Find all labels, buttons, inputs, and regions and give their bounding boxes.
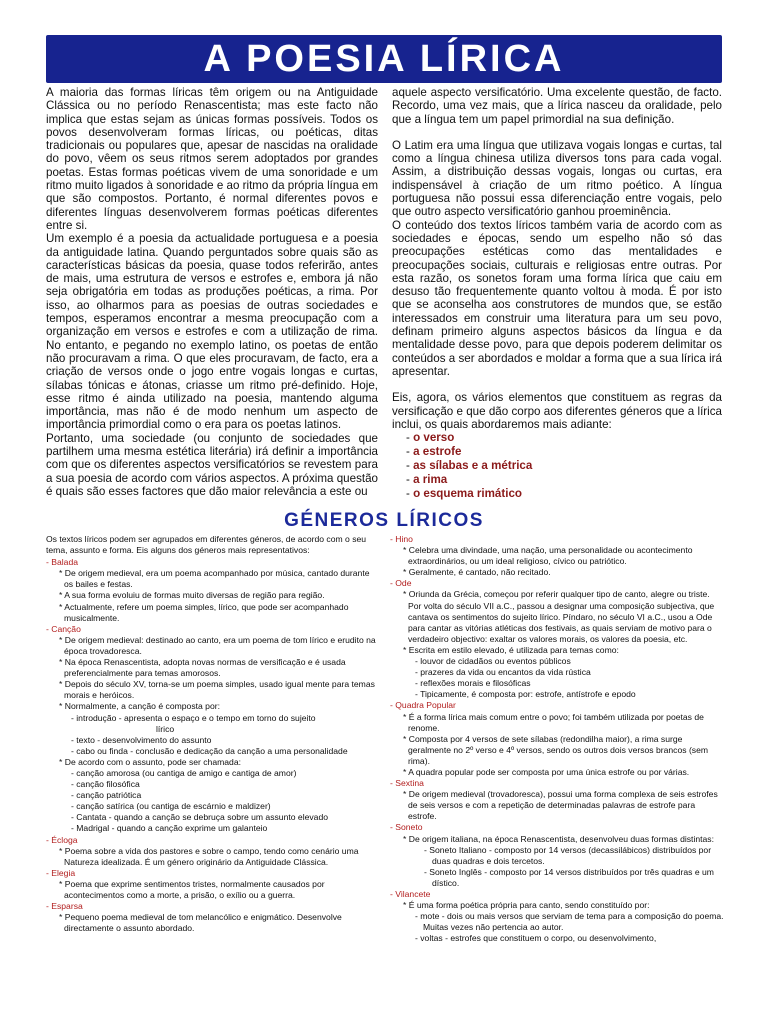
genre-line: * Normalmente, a canção é composta por: [59, 701, 220, 712]
genre-line: * De acordo com o assunto, pode ser chamada: [59, 756, 242, 767]
genre-line: - Soneto Inglês - composto por 14 versos distribuídos por três quadras e um dístico. [424, 866, 714, 888]
genres-left-column [46, 534, 378, 934]
genre-line: - canção satírica (ou cantiga de escárnio e maldizer) [71, 801, 271, 812]
genre-line: - Madrigal - quando a canção exprime um galanteio [71, 823, 268, 834]
genre-heading: - Hino [390, 534, 413, 544]
genre-heading: - Elegia [46, 867, 76, 878]
paragraph: Um exemplo é a poesia da actualidade portuguesa e a poesia da antiguidade latina. Quando perguntados sobre quais são as características básicas da poesia, quase todos referirão, antes de mais, uma estrutura de versos e estrofes e, embora já não seja obrigatória em todas as produções poéticas, a rima. Por isso, ao olharmos para as poesias de outras sociedades e tempos, esperamos encontrar a mesma preocupação com a organização em versos e estrofes e com a utilização de rima. No entanto, e pegando no exemplo latino, os poetas de então não procuravam a rima. O que eles procuravam, de facto, era a criação de versos onde o jogo entre vogais longas e curtas, sílabas tónicas e átonas, criasse um ritmo pré-definido. Hoje, esse ritmo é ainda utilizado na poesia, mantendo alguma importância, mas não é de modo nenhum um aspecto de importância primordial como o era para os poetas latinos. [46, 232, 378, 432]
genre-line: * É uma forma poética própria para canto, sendo constituído por: [403, 900, 650, 911]
paragraph: aquele aspecto versificatório. Uma excelente questão, de facto. Recordo, uma vez mais, que a lírica nasceu da oralidade, pelo que a língua tem um papel primordial na sua definição. [392, 86, 722, 126]
paragraph: O conteúdo dos textos líricos também varia de acordo com as sociedades e épocas, sendo um espelho não só das preocupações estéticas como das mentalidades e preocupações sociais, culturais e religiosas entre outras. Por esta razão, os sonetos foram uma forma lírica que caiu em desuso tão frequentemente quanto voltou à moda. É por isto que se aconselha aos construtores de mundos que, se estão interessados em construir uma literatura para um seu povo, definam primeiro alguns aspectos básicos da língua e da mentalidade desse povo, para que depois poderem delimitar os conteúdos a ser abordados e moldar a forma que a sua lírica irá apresentar. [392, 218, 722, 378]
genre-line: * Oriunda da Grécia, começou por referir qualquer tipo de canto, alegre ou triste. Por volta do século VII a.C., passou a designar uma composição subjectiva, que cantava os sentimentos do sujeito lírico. Píndaro, no século VI a.C., usou a Ode para cantar as vitórias atléticas dos festivais, as quais serviam de motivo para o verdadeiro objectivo: exaltar os valores morais, os valores da poesia, etc. [403, 589, 715, 644]
genre-line: * A sua forma evoluiu de formas muito diversas de região para região. [59, 590, 325, 601]
genre-line: - Tipicamente, é composta por: estrofe, antístrofe e epodo [415, 689, 636, 700]
genre-line: - mote - dois ou mais versos que serviam de tema para a composição do poema. Muitas vezes não pertencia ao autor. [415, 911, 724, 933]
genre-line: - louvor de cidadãos ou eventos públicos [415, 656, 571, 667]
elements-list [392, 431, 722, 501]
list-item: - o esquema rimático [406, 487, 522, 501]
genre-line: * Escrita em estilo elevado, é utilizada para temas como: [403, 644, 619, 655]
genre-line: * A quadra popular pode ser composta por uma única estrofe ou por várias. [403, 766, 690, 777]
intro-right-column [392, 86, 722, 501]
genre-heading: - Sextina [390, 778, 424, 789]
genre-line: * Poema que exprime sentimentos tristes, normalmente causados por acontecimentos como a morte, a prisão, o exílio ou a guerra. [59, 878, 325, 900]
genre-line: - canção filosófica [71, 779, 140, 790]
genre-line: * De origem medieval, era um poema acompanhado por música, cantado durante os bailes e festas. [59, 568, 370, 590]
genre-line: * Actualmente, refere um poema simples, lírico, que pode ser acompanhado musicalmente. [59, 601, 349, 623]
genre-line: * De origem italiana, na época Renascentista, desenvolveu duas formas distintas: [403, 833, 714, 844]
genre-line: - reflexões morais e filosóficas [415, 678, 531, 689]
genres-right-column [390, 534, 724, 944]
genre-line: - canção patriótica [71, 790, 142, 801]
genre-line: - Soneto Italiano - composto por 14 versos (decassilábicos) distribuídos por duas quadras e dois tercetos. [424, 844, 712, 866]
paragraph: O Latim era uma língua que utilizava vogais longas e curtas, tal como a língua chinesa utiliza diversos tons para cada vogal. Assim, a distribuição dessas vogais, longas ou curtas, era indispensável à criação de um ritmo poético. A língua portuguesa não possui essa diferenciação entre vogais, pelo que outro aspecto versificatório ganhou proeminência. [392, 138, 722, 219]
genre-line: * Celebra uma divindade, uma nação, uma personalidade ou acontecimento extraordinários, ou um ideal religioso, cívico ou patriótico. [403, 545, 693, 567]
genre-line: - canção amorosa (ou cantiga de amigo e cantiga de amor) [71, 767, 297, 778]
genre-line: * Composta por 4 versos de sete sílabas (redondilha maior), a rima surge geralmente no 2º verso e 4º versos, sendo os outros dois versos brancos (sem rima). [403, 733, 709, 766]
genre-line: - prazeres da vida ou encantos da vida rústica [415, 667, 591, 678]
genre-heading: - Quadra Popular [390, 700, 456, 711]
genre-line: - texto - desenvolvimento do assunto [71, 734, 212, 745]
genre-heading: - Ode [390, 578, 412, 589]
genre-line: * Poema sobre a vida dos pastores e sobre o campo, tendo como cenário uma Natureza idealizada. É um género originário da Antiguidade Clássica. [59, 845, 359, 867]
genre-line: * Depois do século XV, torna-se um poema simples, usado igual mente para temas morais e heróicos. [59, 679, 375, 701]
genre-line: * Pequeno poema medieval de tom melancólico e enigmático. Desenvolve directamente o assunto abordado. [59, 912, 342, 934]
genre-line: - Cantata - quando a canção se debruça sobre um assunto elevado [71, 812, 329, 823]
genre-heading: - Vilancete [390, 889, 431, 899]
genre-line: * É a forma lírica mais comum entre o povo; foi também utilizada por poetas de renome. [403, 711, 704, 733]
genre-line: - cabo ou finda - conclusão e dedicação da canção a uma personalidade [71, 745, 348, 756]
paragraph: Portanto, uma sociedade (ou conjunto de sociedades que partilhem uma mesma estética literária) irá definir a importância com que os diferentes aspectos versificatórios se revestem para a sua poesia de acordo com vários aspectos. A próxima questão é quais são esses factores que dão maior relevância a este ou [46, 431, 378, 498]
title-banner [46, 35, 722, 83]
list-item: - as sílabas e a métrica [406, 459, 533, 473]
genre-line: lírico [156, 723, 175, 734]
list-item: - a rima [406, 473, 448, 487]
genre-line: - introdução - apresenta o espaço e o tempo em torno do sujeito [71, 712, 316, 723]
section-intro: Os textos líricos podem ser agrupados em diferentes géneros, de acordo com o seu tema, assunto e forma. Eis alguns dos géneros mais representativos: [46, 534, 367, 556]
genre-heading: - Esparsa [46, 901, 83, 912]
intro-left-column [46, 86, 378, 498]
list-item: - o verso [406, 431, 455, 445]
genre-line: - voltas - estrofes que constituem o corpo, ou desenvolvimento, [415, 933, 657, 944]
genre-line: * Na época Renascentista, adopta novas normas de versificação e é usada preferencialmente para temas amorosos. [59, 657, 346, 679]
paragraph: A maioria das formas líricas têm origem ou na Antiguidade Clássica ou no período Renascentista; mas este facto não implica que estas sejam as únicas formas possíveis. Todos os povos desenvolveram formas líricas, ou poéticas, ditas tradicionais ou populares que, apesar de nascidas na oralidade do povo, vêem os seus ritmos serem adoptados por grandes poetas. Estas formas poéticas vivem de uma sonoridade e um ritmo muito ligados à sonoridade e ao ritmo da própria língua em que são compostos. Portanto, é normal diferentes povos e diferentes línguas desenvolverem formas poéticas diferentes entre si. [46, 86, 378, 232]
genre-heading: - Écloga [46, 834, 78, 845]
genre-line: * De origem medieval (trovadoresca), possui uma forma complexa de seis estrofes de seis versos e com a repetição de determinadas palavras de estrofe para estrofe. [403, 789, 718, 822]
genre-line: * Geralmente, é cantado, não recitado. [403, 567, 551, 578]
paragraph: Eis, agora, os vários elementos que constituem as regras da versificação e que dão corpo aos diferentes géneros que a lírica inclui, os quais abordaremos mais adiante: [392, 391, 722, 431]
genre-line: * De origem medieval: destinado ao canto, era um poema de tom lírico e erudito na época trovadoresca. [59, 634, 376, 656]
page-title: A POESIA LÍRICA [203, 38, 565, 80]
genre-heading: - Soneto [390, 822, 423, 833]
genre-heading: - Canção [46, 623, 81, 634]
list-item: - a estrofe [406, 445, 462, 459]
section-title: GÉNEROS LÍRICOS [284, 510, 484, 531]
genre-heading: - Balada [46, 557, 79, 568]
